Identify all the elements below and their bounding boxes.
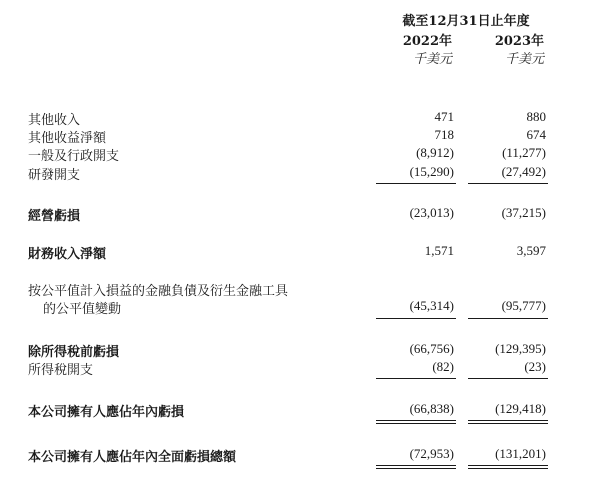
subtotal-rule bbox=[376, 378, 456, 379]
row-label-other-gains: 其他收益淨額 bbox=[28, 131, 107, 146]
row-label-loss-for-year: 本公司擁有人應佔年內虧損 bbox=[28, 405, 185, 420]
row-label-income-tax: 所得稅開支 bbox=[28, 363, 94, 378]
value-2022: (15,290) bbox=[409, 164, 454, 179]
value-2023: (27,492) bbox=[501, 164, 546, 179]
year-2022-header: 2022年 bbox=[402, 34, 452, 49]
subtotal-rule bbox=[468, 318, 548, 319]
value-2023: (95,777) bbox=[501, 298, 546, 313]
subtotal-rule bbox=[376, 318, 456, 319]
value-2023: 3,597 bbox=[516, 243, 546, 258]
subtotal-rule bbox=[468, 183, 548, 184]
total-double-rule bbox=[376, 468, 456, 469]
unit-2023-header: 千美元 bbox=[504, 52, 544, 67]
value-2023: 880 bbox=[526, 109, 546, 124]
year-2023-header: 2023年 bbox=[494, 34, 544, 49]
value-2022: (66,838) bbox=[409, 401, 454, 416]
row-label-rd-expenses: 研發開支 bbox=[28, 168, 81, 183]
row-label-total-comprehensive-loss: 本公司擁有人應佔年內全面虧損總額 bbox=[28, 450, 237, 465]
value-2022: (45,314) bbox=[409, 298, 454, 313]
row-label-loss-before-tax: 除所得稅前虧損 bbox=[28, 345, 120, 360]
value-2023: (129,418) bbox=[495, 401, 546, 416]
unit-2022-header: 千美元 bbox=[412, 52, 452, 67]
value-2022: 718 bbox=[434, 127, 454, 142]
value-2022: (8,912) bbox=[416, 145, 454, 160]
row-label-fair-value-changes-cont: 的公平值變動 bbox=[43, 302, 122, 317]
value-2022: 1,571 bbox=[424, 243, 454, 258]
row-label-operating-loss: 經營虧損 bbox=[28, 209, 81, 224]
value-2023: 674 bbox=[526, 127, 546, 142]
value-2023: (131,201) bbox=[495, 446, 546, 461]
total-double-rule bbox=[376, 465, 456, 466]
value-2022: 471 bbox=[434, 109, 454, 124]
value-2022: (66,756) bbox=[409, 341, 454, 356]
total-double-rule bbox=[376, 420, 456, 421]
period-header: 截至12月31日止年度 bbox=[402, 14, 530, 29]
value-2022: (72,953) bbox=[409, 446, 454, 461]
value-2023: (11,277) bbox=[502, 145, 546, 160]
row-label-fair-value-changes: 按公平值計入損益的金融負債及衍生金融工具 bbox=[28, 284, 289, 299]
row-label-admin-expenses: 一般及行政開支 bbox=[28, 149, 120, 164]
row-label-finance-income: 財務收入淨額 bbox=[28, 247, 107, 262]
value-2022: (23,013) bbox=[409, 205, 454, 220]
subtotal-rule bbox=[376, 183, 456, 184]
total-double-rule bbox=[468, 468, 548, 469]
value-2022: (82) bbox=[432, 359, 454, 374]
value-2023: (129,395) bbox=[495, 341, 546, 356]
value-2023: (37,215) bbox=[501, 205, 546, 220]
total-double-rule bbox=[468, 420, 548, 421]
value-2023: (23) bbox=[524, 359, 546, 374]
total-double-rule bbox=[468, 465, 548, 466]
subtotal-rule bbox=[468, 378, 548, 379]
row-label-other-income: 其他收入 bbox=[28, 113, 81, 128]
total-double-rule bbox=[468, 423, 548, 424]
total-double-rule bbox=[376, 423, 456, 424]
